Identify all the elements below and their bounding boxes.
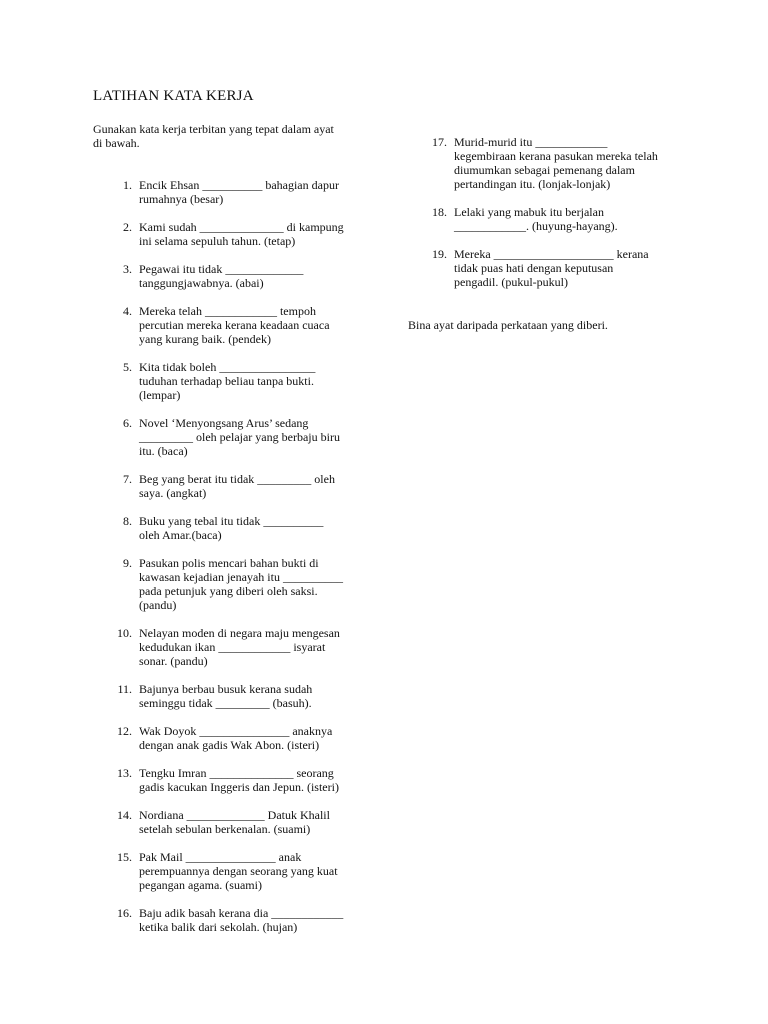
- question-item: [110, 906, 368, 934]
- question-item: [110, 626, 368, 668]
- question-text: Baju adik basah kerana dia ____________ ketika balik dari sekolah. (hujan): [139, 906, 344, 934]
- question-item: [425, 247, 685, 289]
- question-text: Kita tidak boleh ________________ tuduhan terhadap beliau tanpa bukti. (lempar): [139, 360, 316, 402]
- question-number: 13.: [117, 766, 132, 780]
- question-list-right: [425, 135, 685, 289]
- question-text: Nelayan moden di negara maju mengesan kedudukan ikan ____________ isyarat sonar. (pandu): [139, 626, 340, 668]
- question-item: [110, 360, 368, 402]
- question-item: [425, 135, 685, 191]
- question-item: [110, 808, 368, 836]
- question-text: Bajunya berbau busuk kerana sudah seminggu tidak _________ (basuh).: [139, 682, 313, 710]
- question-number: 2.: [123, 220, 132, 234]
- question-text: Beg yang berat itu tidak _________ oleh saya. (angkat): [139, 472, 335, 500]
- question-number: 1.: [123, 178, 132, 192]
- question-text: Mereka telah ____________ tempoh percutian mereka kerana keadaan cuaca yang kurang baik. (pendek): [139, 304, 330, 346]
- question-item: [110, 724, 368, 752]
- question-number: 4.: [123, 304, 132, 318]
- question-number: 12.: [117, 724, 132, 738]
- question-number: 6.: [123, 416, 132, 430]
- question-item: [110, 262, 368, 290]
- question-item: [110, 220, 368, 248]
- question-number: 7.: [123, 472, 132, 486]
- question-item: [110, 178, 368, 206]
- question-number: 11.: [117, 682, 132, 696]
- question-text: Encik Ehsan __________ bahagian dapur rumahnya (besar): [139, 178, 339, 206]
- question-item: [110, 556, 368, 612]
- question-text: Nordiana _____________ Datuk Khalil setelah sebulan berkenalan. (suami): [139, 808, 330, 836]
- question-text: Murid-murid itu ____________ kegembiraan kerana pasukan mereka telah diumumkan sebagai pemenang dalam pertandingan itu. (lonjak-lonjak): [454, 135, 658, 191]
- instruction-text: Gunakan kata kerja terbitan yang tepat dalam ayat di bawah.: [93, 122, 334, 150]
- question-text: Lelaki yang mabuk itu berjalan ____________. (huyung-hayang).: [454, 205, 618, 233]
- question-item: [110, 766, 368, 794]
- question-text: Pak Mail _______________ anak perempuannya dengan seorang yang kuat pegangan agama. (suami): [139, 850, 338, 892]
- question-text: Pegawai itu tidak _____________ tanggungjawabnya. (abai): [139, 262, 304, 290]
- question-number: 19.: [432, 247, 447, 261]
- question-text: Wak Doyok _______________ anaknya dengan anak gadis Wak Abon. (isteri): [139, 724, 333, 752]
- question-item: [425, 205, 685, 233]
- question-item: [110, 682, 368, 710]
- question-text: Mereka ____________________ kerana tidak puas hati dengan keputusan pengadil. (pukul-pukul): [454, 247, 649, 289]
- question-item: [110, 850, 368, 892]
- question-text: Novel ‘Menyongsang Arus’ sedang _________ oleh pelajar yang berbaju biru itu. (baca): [139, 416, 340, 458]
- question-text: Buku yang tebal itu tidak __________ oleh Amar.(baca): [139, 514, 324, 542]
- question-text: Kami sudah ______________ di kampung ini selama sepuluh tahun. (tetap): [139, 220, 344, 248]
- question-number: 14.: [117, 808, 132, 822]
- question-item: [110, 416, 368, 458]
- question-list-left: [110, 178, 368, 934]
- question-number: 15.: [117, 850, 132, 864]
- question-number: 8.: [123, 514, 132, 528]
- question-number: 10.: [117, 626, 132, 640]
- question-item: [110, 304, 368, 346]
- question-text: Pasukan polis mencari bahan bukti di kawasan kejadian jenayah itu __________ pada petunjuk yang diberi oleh saksi. (pandu): [139, 556, 343, 612]
- question-item: [110, 514, 368, 542]
- question-text: Tengku Imran ______________ seorang gadis kacukan Inggeris dan Jepun. (isteri): [139, 766, 339, 794]
- question-number: 18.: [432, 205, 447, 219]
- worksheet-title: LATIHAN KATA KERJA: [93, 88, 254, 104]
- question-number: 17.: [432, 135, 447, 149]
- question-number: 16.: [117, 906, 132, 920]
- question-number: 5.: [123, 360, 132, 374]
- instruction-text-2: Bina ayat daripada perkataan yang diberi.: [408, 318, 608, 332]
- question-number: 9.: [123, 556, 132, 570]
- question-item: [110, 472, 368, 500]
- question-number: 3.: [123, 262, 132, 276]
